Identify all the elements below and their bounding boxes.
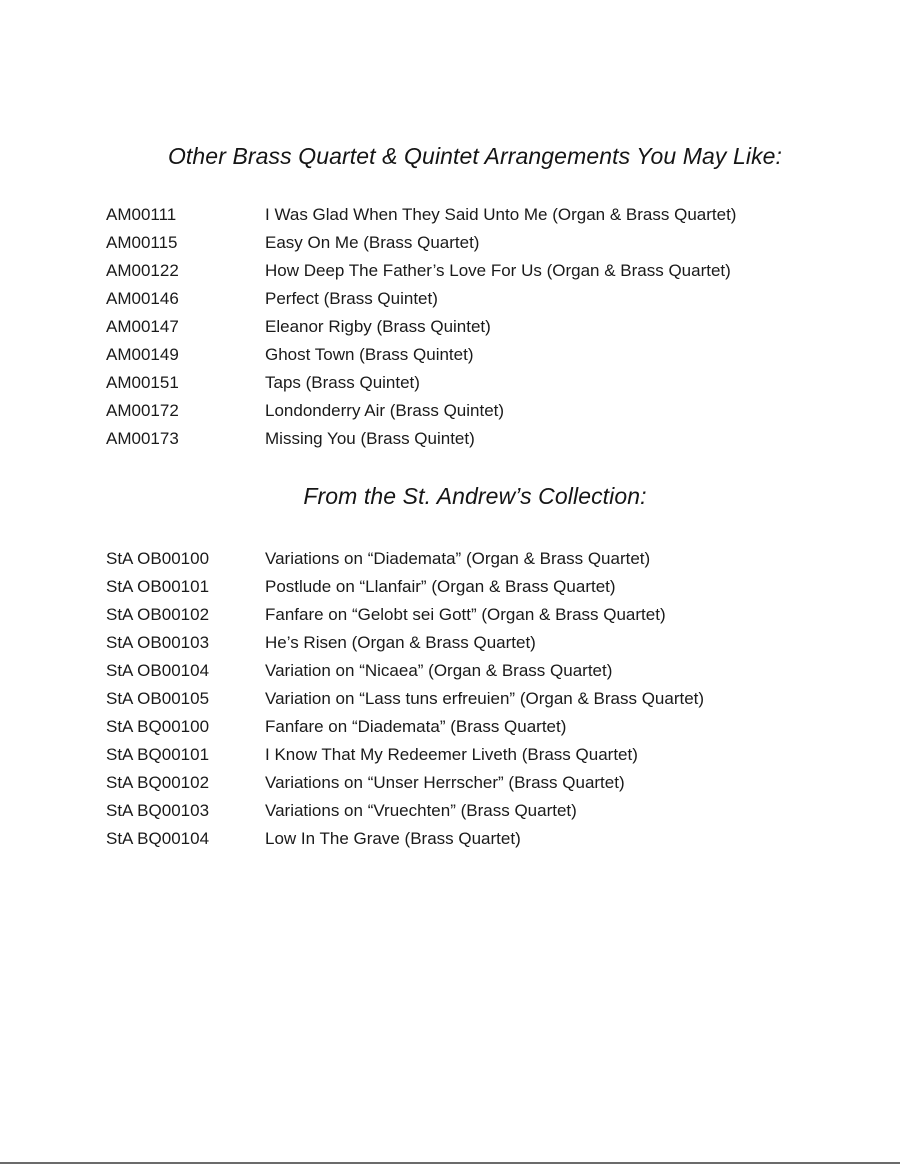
item-code: AM00149: [106, 345, 179, 364]
list-item: [106, 687, 704, 715]
list-item: [106, 631, 704, 659]
item-title: Variations on “Diademata” (Organ & Brass Quartet): [265, 549, 651, 568]
list-item: [106, 575, 704, 603]
item-code: StA BQ00101: [106, 745, 210, 764]
item-code: StA OB00101: [106, 577, 210, 596]
list-item: [106, 231, 736, 259]
item-title: Eleanor Rigby (Brass Quintet): [265, 317, 491, 336]
list-item: [106, 547, 704, 575]
item-code: AM00172: [106, 401, 179, 420]
item-title: How Deep The Father’s Love For Us (Organ & Brass Quartet): [265, 261, 731, 280]
item-title: Fanfare on “Gelobt sei Gott” (Organ & Brass Quartet): [265, 605, 666, 624]
st-andrews-list: [106, 547, 704, 855]
item-title: I Was Glad When They Said Unto Me (Organ & Brass Quartet): [265, 205, 737, 224]
list-item: [106, 603, 704, 631]
item-title: Missing You (Brass Quintet): [265, 429, 475, 448]
item-code: StA BQ00100: [106, 717, 210, 736]
item-title: Variation on “Lass tuns erfreuien” (Organ & Brass Quartet): [265, 689, 705, 708]
list-item: [106, 203, 736, 231]
item-code: StA BQ00102: [106, 773, 210, 792]
section-heading-st-andrews: From the St. Andrew’s Collection:: [303, 483, 647, 509]
item-title: Taps (Brass Quintet): [265, 373, 420, 392]
list-item: [106, 659, 704, 687]
item-code: AM00173: [106, 429, 179, 448]
list-item: [106, 771, 704, 799]
item-code: AM00111: [106, 205, 177, 224]
item-code: AM00147: [106, 317, 179, 336]
item-code: AM00146: [106, 289, 179, 308]
item-title: Easy On Me (Brass Quartet): [265, 233, 480, 252]
item-code: StA OB00100: [106, 549, 210, 568]
item-code: StA OB00105: [106, 689, 210, 708]
item-code: AM00122: [106, 261, 179, 280]
list-item: [106, 799, 704, 827]
item-code: StA BQ00103: [106, 801, 210, 820]
list-item: [106, 715, 704, 743]
item-title: I Know That My Redeemer Liveth (Brass Quartet): [265, 745, 638, 764]
item-code: StA OB00103: [106, 633, 210, 652]
item-title: Variations on “Unser Herrscher” (Brass Quartet): [265, 773, 625, 792]
item-code: StA OB00102: [106, 605, 210, 624]
item-title: Fanfare on “Diademata” (Brass Quartet): [265, 717, 567, 736]
list-item: [106, 287, 736, 315]
item-title: Londonderry Air (Brass Quintet): [265, 401, 505, 420]
item-code: AM00151: [106, 373, 179, 392]
item-title: Variation on “Nicaea” (Organ & Brass Quartet): [265, 661, 613, 680]
list-item: [106, 399, 736, 427]
item-title: Low In The Grave (Brass Quartet): [265, 829, 521, 848]
item-title: Postlude on “Llanfair” (Organ & Brass Quartet): [265, 577, 616, 596]
list-item: [106, 371, 736, 399]
item-code: StA BQ00104: [106, 829, 210, 848]
section-heading-arrangements: Other Brass Quartet & Quintet Arrangements You May Like:: [167, 143, 783, 169]
item-title: Perfect (Brass Quintet): [265, 289, 438, 308]
item-code: StA OB00104: [106, 661, 210, 680]
list-item: [106, 743, 704, 771]
arrangements-list: [106, 203, 736, 455]
list-item: [106, 343, 736, 371]
item-title: Ghost Town (Brass Quintet): [265, 345, 474, 364]
list-item: [106, 827, 704, 855]
list-item: [106, 315, 736, 343]
list-item: [106, 259, 736, 287]
item-title: Variations on “Vruechten” (Brass Quartet): [265, 801, 577, 820]
list-item: [106, 427, 736, 455]
item-title: He’s Risen (Organ & Brass Quartet): [265, 633, 536, 652]
item-code: AM00115: [106, 233, 178, 252]
